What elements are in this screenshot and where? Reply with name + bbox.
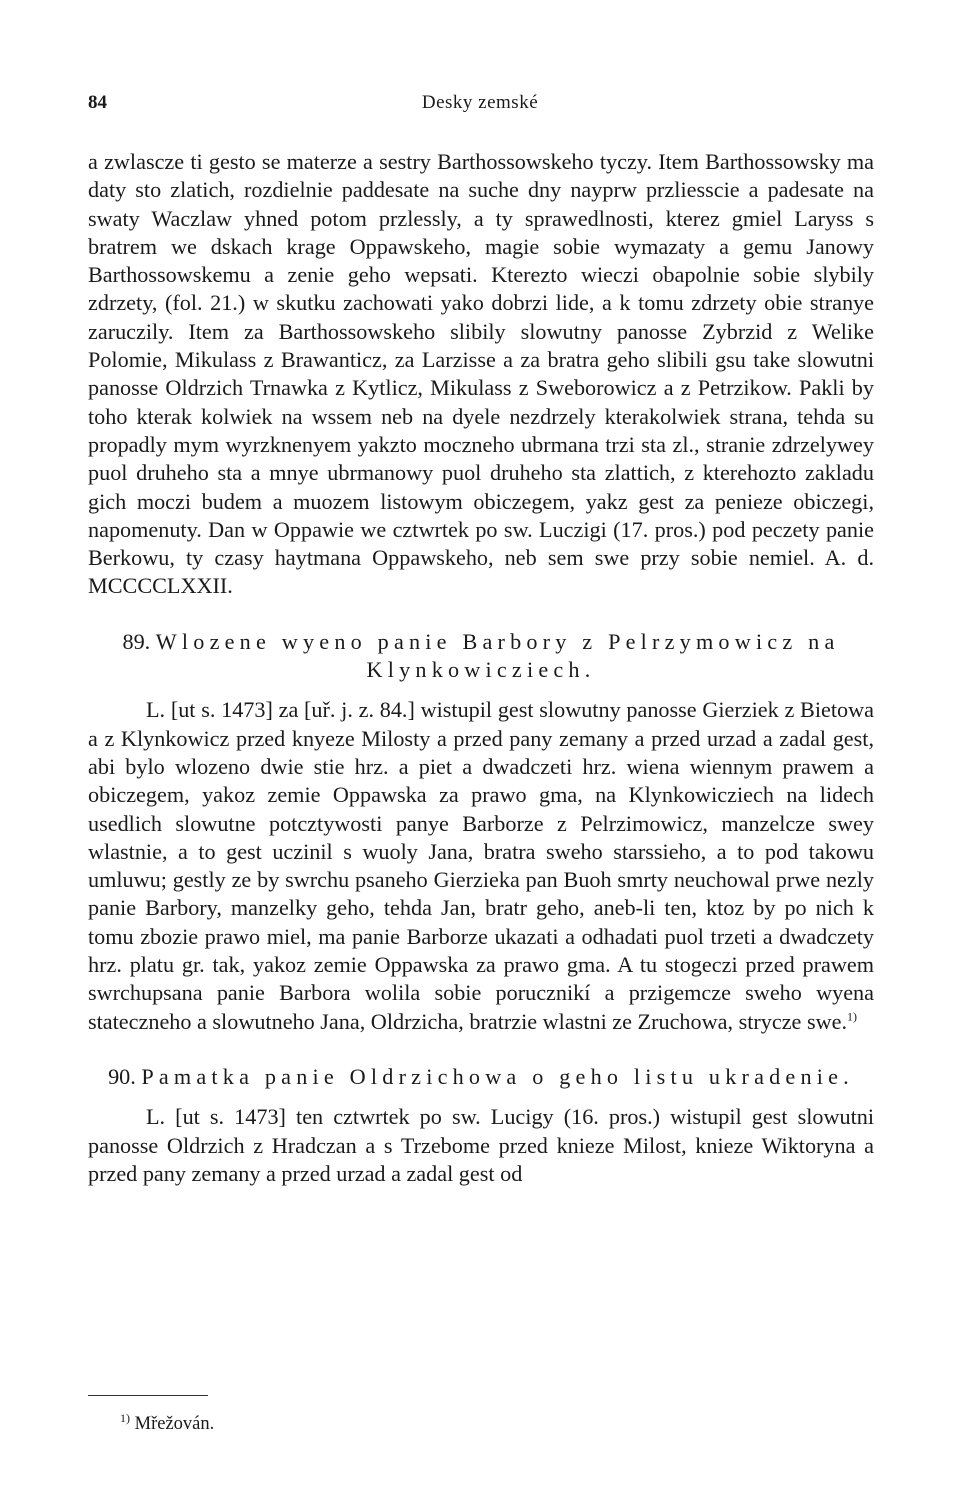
footnote-marker: 1): [120, 1411, 130, 1425]
continuation-paragraph: a zwlascze ti gesto se materze a sestry Barthossowskeho tyczy. Item Barthossowsky ma daty sto zlatich, rozdielnie paddesate na suche dny nayprw przliesscie a padesate na swaty Waczlaw yhned potom przlessly, a ty sprawedlnosti, kterez gmiel Laryss s bratrem we dskach krage Oppawskeho, magie sobie wymazaty a gemu Janowy Barthossowskemu a zenie geho wepsati. Kterezto wieczi obapolnie sobie slybily zdrzety, (fol. 21.) w skutku zachowati yako dobrzi lide, a k tomu zdrzety obie stranye zaruczily. Item za Barthossowskeho slibily slowutny panosse Zybrzid z Welike Polomie, Mikulass z Brawanticz, za Larzisse a za bratra geho slibili gsu take slowutni panosse Oldrzich Trnawka z Kytlicz, Mikulass z Sweborowicz a z Petrzikow. Pakli by toho kterak kolwiek na wssem neb na dyele nezdrzely kterakolwiek strana, tehda su propadly mym wyrzknenyem yakzto moczneho ubrmana trzi sta zl., stranie zdrzelywey puol druheho sta a mnye ubrmanowy puol druheho sta zlattich, z kterehozto zakladu gich moczi budem a muozem listowym obiczegem, yakz gest za penieze obiczegi, napomenuty. Dan w Oppawie we cztwrtek po sw. Luczigi (17. pros.) pod peczety panie Berkowu, ty czasy haytmana Oppawskeho, neb sem swe przy sobie nemiel. A. d. MCCCCLXXII.: [88, 149, 874, 599]
footnote-text: Mřežován.: [134, 1414, 215, 1435]
entry-90-text: L. [ut s. 1473] ten cztwrtek po sw. Lucigy (16. pros.) wistupil gest slowutni panosse Oldrzich z Hradczan a s Trzebome przed knieze Milost, knieze Wiktoryna a przed pany zemany a przed urzad a zadal gest od: [88, 1104, 874, 1186]
footnote-divider: [88, 1395, 208, 1396]
entry-89-body: L. [ut s. 1473] za [uř. j. z. 84.] wistupil gest slowutny panosse Gierziek z Bietowa a z Klynkowicz przed knyeze Milosty a przed pany zemany a przed urzad a zadal gest, abi bylo wlozeno dwie stie hrz. a piet a dwadczeti hrz. wiena wiennym prawem a obiczegem, yakoz zemie Oppawska za prawo gma, na Klynkowicziech na lidech usedlich slowutne potcztywosti panye Barborze z Pelrzimowicz, manzelcze swey wlastnie, a to gest uczinil s wuoly Jana, bratra sweho starssieho, a to pod takowu umluwu; gestly ze by swrchu psaneho Gierzieka pan Buoh smrty neuchowal prwe nezly panie Barbory, manzelky geho, tehda Jan, bratr geho, aneb-li ten, ktoz by po nich k tomu zbozie prawo miel, ma panie Barborze ukazati a odhadati puol trzeti a dwadczety hrz. platu gr. tak, yakoz zemie Oppawska za prawo gma. A tu stogeczi przed prawem swrchupsana panie Barbora wolila sobie porucznikí a przigemcze sweho wyena stateczneho a slowutneho Jana, Oldrzicha, bratrzie wlastni ze Zruchowa, strycze swe.: [88, 697, 874, 1034]
page-header: [88, 92, 872, 118]
entry-89-text: [88, 696, 874, 1036]
page-number: 84: [88, 92, 107, 113]
footnote: [120, 1406, 214, 1436]
entry-89-number: 89.: [122, 628, 151, 654]
footnote-ref: 1): [847, 1009, 857, 1024]
entry-89-heading: [88, 628, 874, 685]
entry-90-title: Pamatka panie Oldrzichowa o geho listu ukradenie.: [141, 1063, 854, 1089]
entry-89-title: Wlozene wyeno panie Barbory z Pelrzymowicz na Klynkowicziech.: [155, 628, 840, 683]
entry-90-number: 90.: [108, 1063, 136, 1089]
running-title: Desky zemské: [421, 92, 539, 113]
page-body: [88, 148, 874, 1188]
entry-90-heading: [88, 1063, 874, 1091]
